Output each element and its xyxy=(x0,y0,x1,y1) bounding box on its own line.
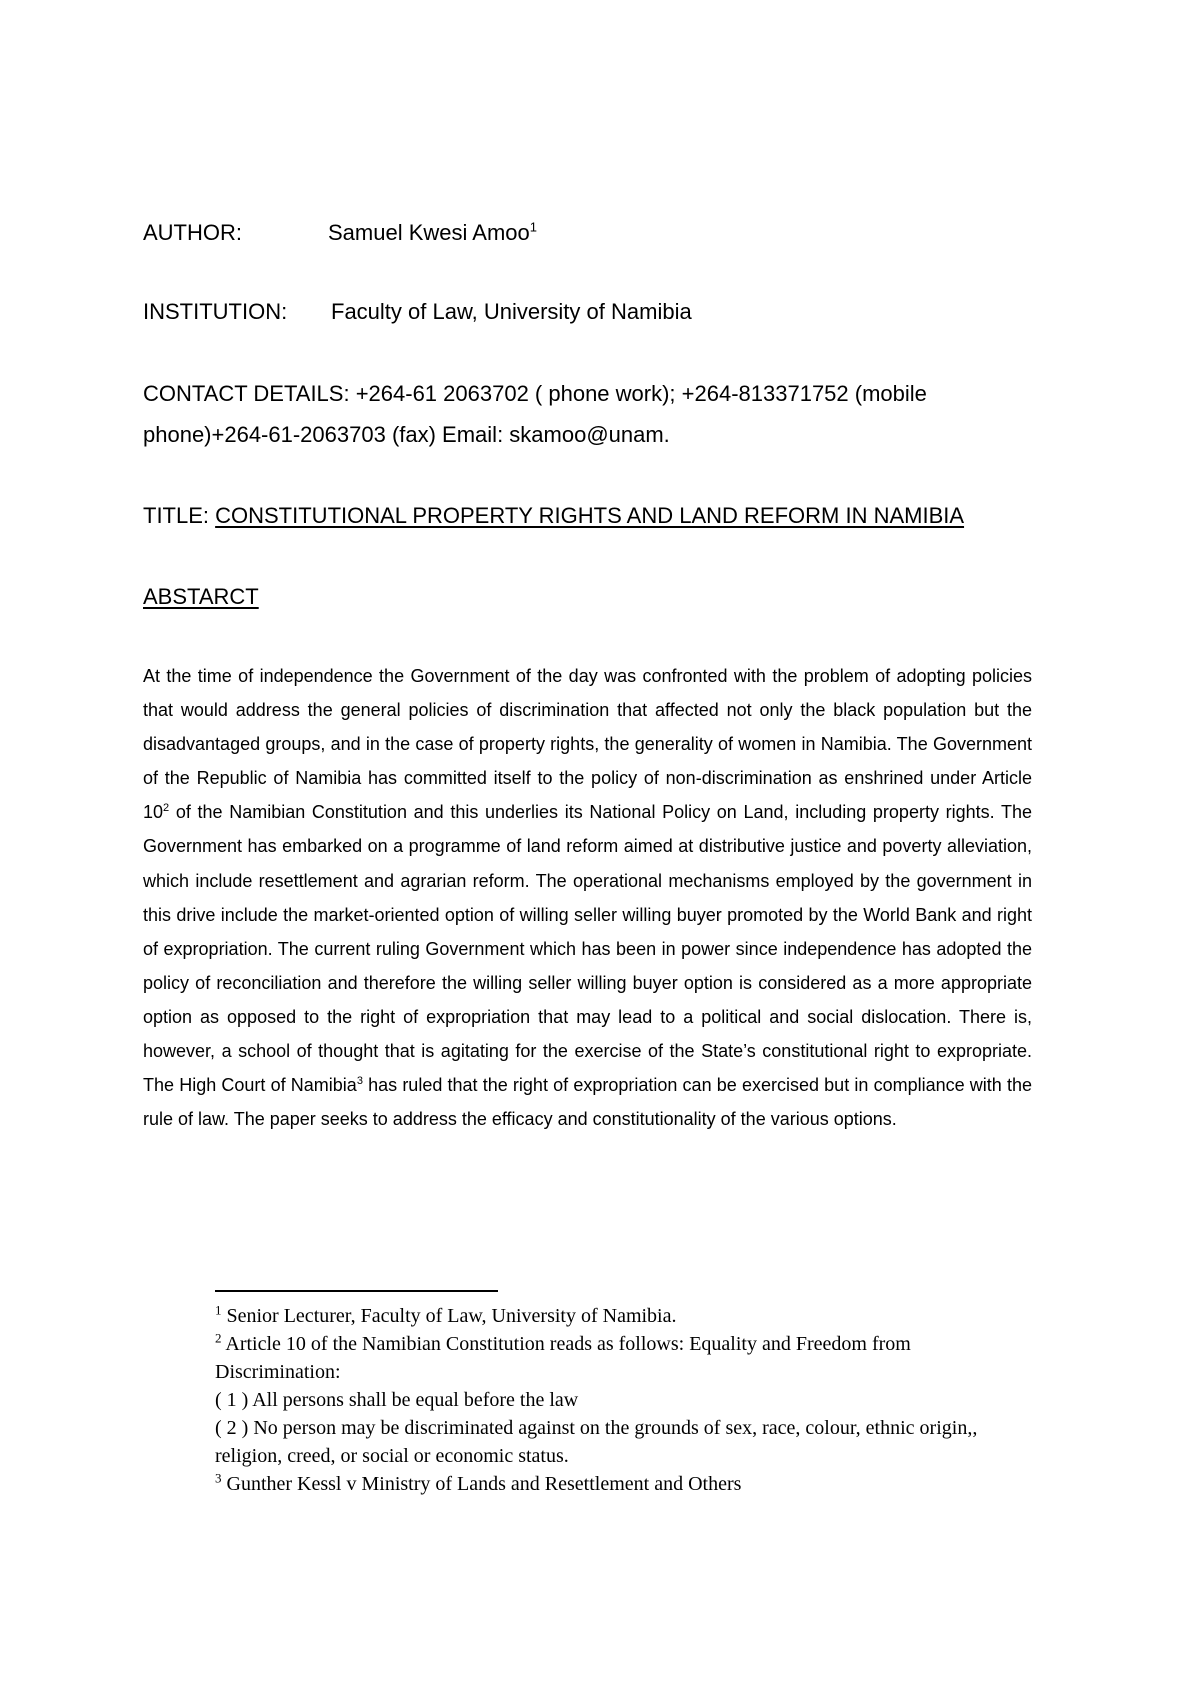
abstract-text-2: of the Namibian Constitution and this underlies its National Policy on Land, including property rights. The Government has embarked on a programme of land reform aimed at distributive justice and poverty alleviation, which include resettlement and agrarian reform. The operational mechanisms employed by the government in this drive include the market-oriented option of willing seller willing buyer promoted by the World Bank and right of expropriation. The current ruling Government which has been in power since independence has adopted the policy of reconciliation and therefore the willing seller willing buyer option is considered as a more appropriate option as opposed to the right of expropriation that may lead to a political and social dislocation. There is, however, a school of thought that is agitating for the exercise of the State’s constitutional right to expropriate. The High Court of Namibia xyxy=(143,802,1032,1096)
footnote-number: 3 xyxy=(215,1470,222,1486)
author-label: AUTHOR: xyxy=(143,220,242,245)
footnote-text: ( 2 ) No person may be discriminated against on the grounds of sex, race, colour, ethnic origin,, religion, creed, or social or economic status. xyxy=(215,1417,978,1467)
institution-line xyxy=(143,298,692,326)
contact-line-1: CONTACT DETAILS: +264-61 2063702 ( phone work); +264-813371752 (mobile xyxy=(143,381,927,406)
abstract-heading-text: ABSTARCT xyxy=(143,584,259,609)
footnote-number: 1 xyxy=(215,1302,222,1318)
footnote-2-item-2 xyxy=(215,1414,1015,1470)
institution-value: Faculty of Law, University of Namibia xyxy=(331,299,692,324)
abstract-paragraph xyxy=(143,659,1032,1136)
author-line xyxy=(143,219,537,247)
institution-label: INSTITUTION: xyxy=(143,299,288,324)
footnote-2-item-1 xyxy=(215,1386,1015,1414)
paper-title: CONSTITUTIONAL PROPERTY RIGHTS AND LAND REFORM IN NAMIBIA xyxy=(215,503,965,528)
abstract-heading xyxy=(143,583,259,611)
footnote-separator xyxy=(215,1290,498,1292)
footnote-text: Gunther Kessl v Ministry of Lands and Resettlement and Others xyxy=(221,1473,742,1495)
abstract-text-3: has ruled that the right of expropriation can be exercised but in compliance with the rule of law. The paper seeks to address the efficacy and constitutionality of the various options. xyxy=(143,1075,1033,1130)
title-line xyxy=(143,502,964,530)
footnote-1 xyxy=(215,1302,1015,1330)
footnote-2 xyxy=(215,1330,1015,1386)
footnote-text: ( 1 ) All persons shall be equal before the law xyxy=(215,1389,579,1411)
footnote-ref-1[interactable]: 1 xyxy=(529,219,537,235)
footnote-ref-2[interactable]: 2 xyxy=(163,802,170,815)
footnotes xyxy=(215,1302,1015,1498)
author-name: Samuel Kwesi Amoo xyxy=(328,220,530,245)
footnote-ref-3[interactable]: 3 xyxy=(356,1075,363,1088)
footnote-number: 2 xyxy=(215,1330,222,1346)
footnote-text: Senior Lecturer, Faculty of Law, University of Namibia. xyxy=(221,1305,677,1327)
contact-line-2: phone)+264-61-2063703 (fax) Email: skamoo@unam. xyxy=(143,422,670,447)
footnote-3 xyxy=(215,1470,1015,1498)
footnote-text: Article 10 of the Namibian Constitution reads as follows: Equality and Freedom from Discrimination: xyxy=(215,1333,911,1383)
abstract-text-1: At the time of independence the Government of the day was confronted with the problem of adopting policies that would address the general policies of discrimination that affected not only the black population but the disadvantaged groups, and in the case of property rights, the generality of women in Namibia. The Government of the Republic of Namibia has committed itself to the policy of non-discrimination as enshrined under Article 10 xyxy=(143,666,1032,823)
title-label: TITLE: xyxy=(143,503,216,528)
